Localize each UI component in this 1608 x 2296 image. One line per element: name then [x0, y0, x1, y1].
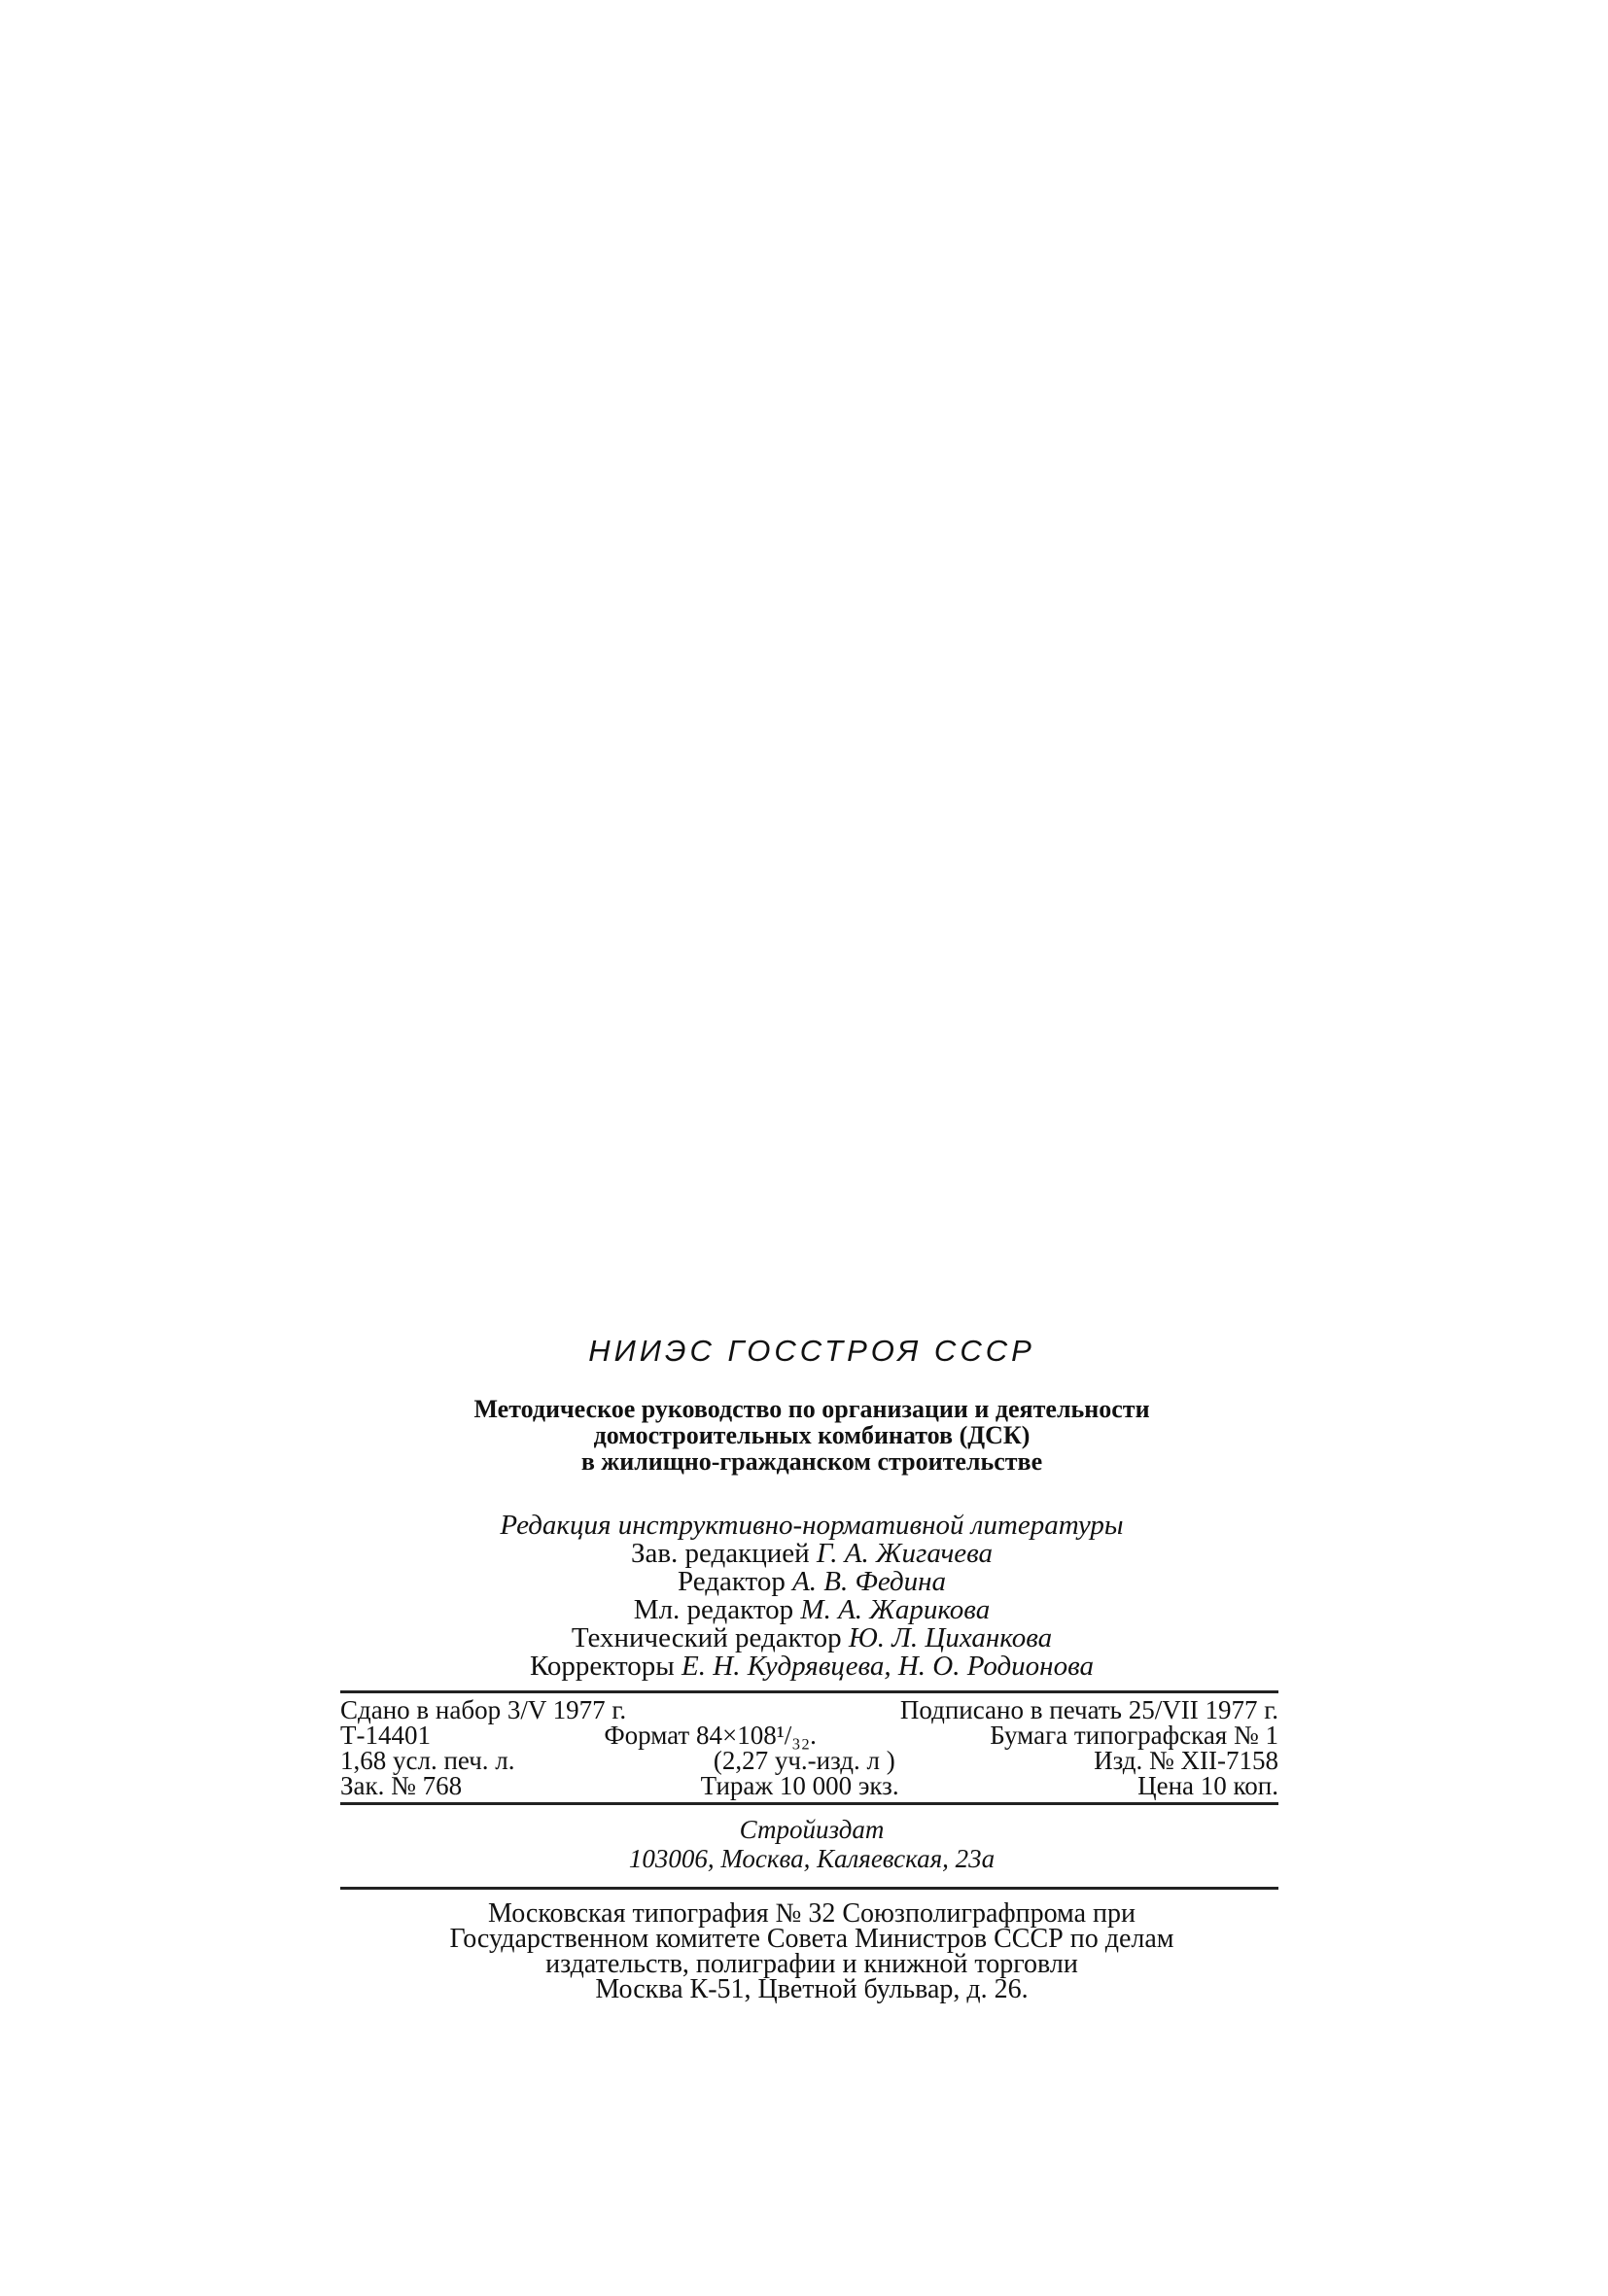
- imprint-format: Формат 84×108¹/₃₂.: [604, 1721, 817, 1750]
- book-title-line: в жилищно-гражданском строительстве: [580, 1447, 1043, 1476]
- edition-department: Редакция инструктивно-нормативной литературы: [500, 1510, 1124, 1541]
- staff-name: Ю. Л. Циханкова: [848, 1622, 1053, 1653]
- signed-to-print: Подписано в печать 25/VII 1977 г.: [899, 1695, 1278, 1724]
- print-run: Тираж 10 000 экз.: [700, 1771, 899, 1800]
- imprint-paper: Бумага типографская № 1: [990, 1721, 1278, 1750]
- imprint-code: Т-14401: [340, 1721, 431, 1750]
- imprint-row: [340, 1748, 1278, 1773]
- divider: [340, 1887, 1278, 1890]
- staff-line: [331, 1596, 1293, 1624]
- publisher-address: 103006, Москва, Каляевская, 23а: [628, 1844, 996, 1873]
- staff-line: [331, 1652, 1293, 1681]
- divider: [340, 1802, 1278, 1805]
- publication-sheets: (2,27 уч.-изд. л ): [713, 1746, 895, 1775]
- colophon: [331, 1332, 1293, 2002]
- book-title: [331, 1396, 1293, 1475]
- printer-line: Москва К-51, Цветной бульвар, д. 26.: [595, 1974, 1029, 2004]
- publication-number: Изд. № XII-7158: [1094, 1746, 1278, 1775]
- staff-name: М. А. Жарикова: [800, 1594, 991, 1625]
- imprint-row: [340, 1697, 1278, 1722]
- imprint-row: [340, 1722, 1278, 1748]
- divider: [340, 1690, 1278, 1693]
- printer-block: [331, 1898, 1293, 2004]
- editorial-staff: [331, 1512, 1293, 1681]
- staff-role: Корректоры: [530, 1651, 675, 1682]
- imprint-block: [340, 1697, 1278, 1798]
- staff-name: Е. Н. Кудрявцева, Н. О. Родионова: [682, 1651, 1094, 1682]
- staff-role: Редактор: [677, 1566, 786, 1597]
- sent-to-set: Сдано в набор 3/V 1977 г.: [340, 1695, 627, 1724]
- staff-line: [331, 1540, 1293, 1568]
- staff-line: [331, 1568, 1293, 1596]
- staff-role: Технический редактор: [571, 1622, 842, 1653]
- staff-name: А. В. Федина: [792, 1566, 947, 1597]
- print-sheets: 1,68 усл. печ. л.: [340, 1746, 515, 1775]
- staff-name: Г. А. Жигачева: [816, 1538, 994, 1569]
- publisher-name: Стройиздат: [739, 1815, 885, 1844]
- printer-line: Московская типография № 32 Союзполиграфпрома при: [488, 1898, 1136, 1929]
- printer-line: Государственном комитете Совета Министров СССР по делам: [449, 1924, 1174, 1954]
- order-number: Зак. № 768: [340, 1771, 463, 1800]
- staff-role: Мл. редактор: [633, 1594, 794, 1625]
- book-title-line: домостроительных комбинатов (ДСК): [593, 1421, 1031, 1449]
- printer-line: издательств, полиграфии и книжной торговли: [545, 1949, 1078, 1979]
- imprint-row: [340, 1773, 1278, 1798]
- organization-name: НИИЭС ГОССТРОЯ СССР: [588, 1334, 1035, 1368]
- book-title-line: Методическое руководство по организации и деятельности: [473, 1395, 1150, 1423]
- publisher-block: [331, 1815, 1293, 1873]
- price: Цена 10 коп.: [1137, 1771, 1278, 1800]
- staff-role: Зав. редакцией: [630, 1538, 810, 1569]
- staff-line: [331, 1624, 1293, 1652]
